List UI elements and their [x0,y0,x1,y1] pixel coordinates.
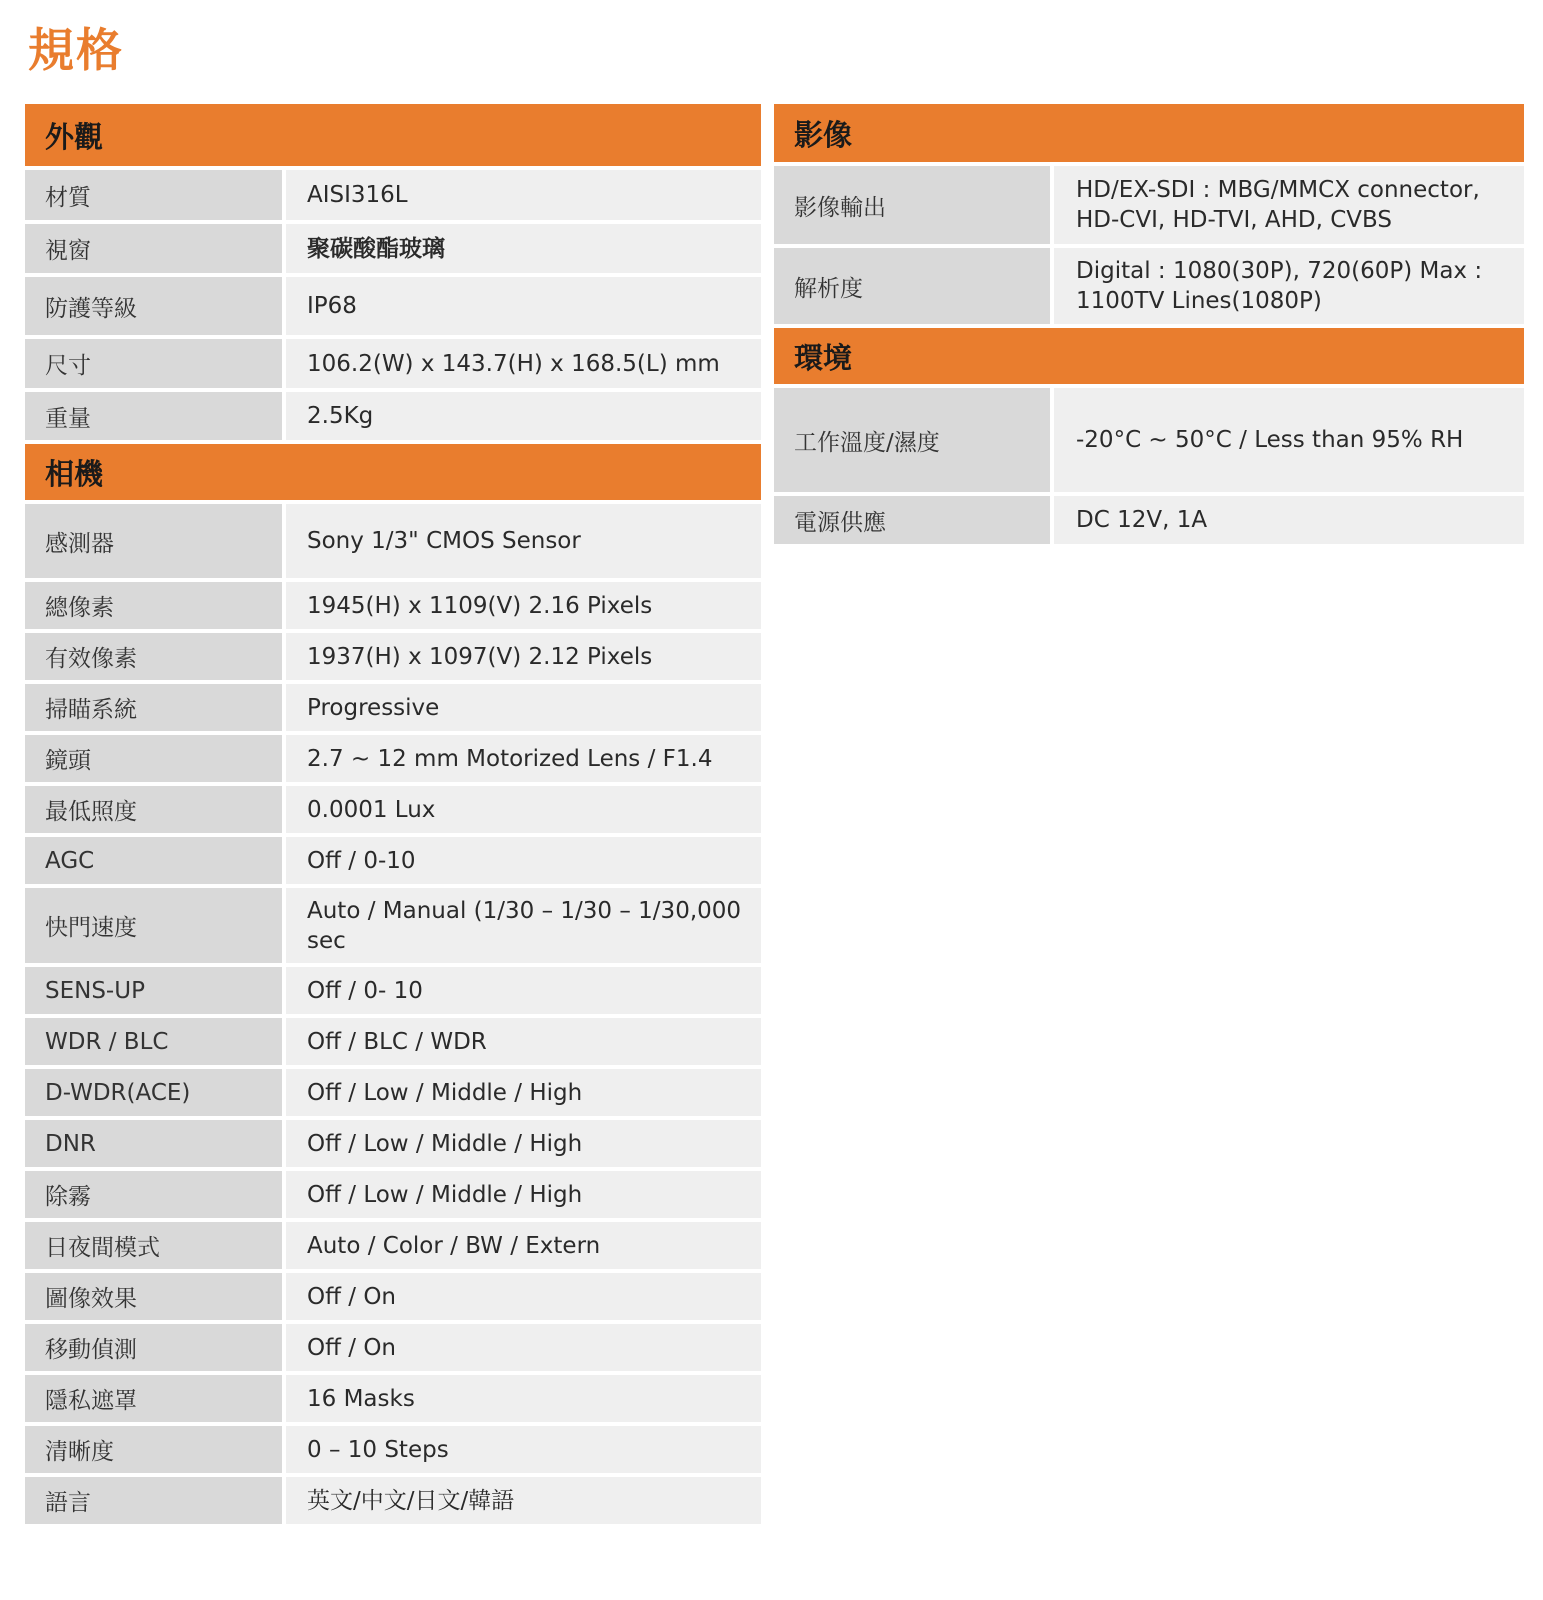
spec-value: 1945(H) x 1109(V) 2.16 Pixels [286,582,761,629]
spec-label: 語言 [25,1477,282,1524]
spec-value: DC 12V, 1A [1054,496,1524,544]
spec-value: Off / Low / Middle / High [286,1171,761,1218]
spec-value: HD/EX-SDI : MBG/MMCX connector, HD-CVI, HD-TVI, AHD, CVBS [1054,166,1524,244]
spec-label: 尺寸 [25,339,282,388]
spec-label: 材質 [25,170,282,220]
spec-row [25,1222,761,1269]
spec-value: 聚碳酸酯玻璃 [286,224,761,273]
spec-value: Auto / Manual (1/30 – 1/30 – 1/30,000 sec [286,888,761,963]
spec-value: Off / Low / Middle / High [286,1120,761,1167]
spec-value: Sony 1/3" CMOS Sensor [286,504,761,578]
spec-row [25,1426,761,1473]
spec-row [25,582,761,629]
spec-label: 清晰度 [25,1426,282,1473]
spec-row [25,224,761,273]
spec-label: D-WDR(ACE) [25,1069,282,1116]
spec-row [25,1018,761,1065]
spec-value: Off / 0- 10 [286,967,761,1014]
spec-label: 感測器 [25,504,282,578]
spec-value: IP68 [286,277,761,335]
spec-label: 重量 [25,392,282,440]
spec-label: 移動偵測 [25,1324,282,1371]
spec-value: AISI316L [286,170,761,220]
spec-row [25,1069,761,1116]
spec-value: Off / 0-10 [286,837,761,884]
spec-label: 掃瞄系統 [25,684,282,731]
spec-row [25,1120,761,1167]
spec-row [774,166,1524,244]
spec-row [25,504,761,578]
spec-label: 總像素 [25,582,282,629]
spec-row [25,888,761,963]
spec-label: 有效像素 [25,633,282,680]
spec-row [25,1273,761,1320]
spec-label: 電源供應 [774,496,1050,544]
section-heading-image: 影像 [774,104,1524,162]
spec-value: 106.2(W) x 143.7(H) x 168.5(L) mm [286,339,761,388]
spec-label: DNR [25,1120,282,1167]
spec-value: 2.7 ~ 12 mm Motorized Lens / F1.4 [286,735,761,782]
spec-label: 快門速度 [25,888,282,963]
spec-label: 圖像效果 [25,1273,282,1320]
spec-label: 防護等級 [25,277,282,335]
spec-value: -20°C ~ 50°C / Less than 95% RH [1054,388,1524,492]
spec-value: Off / BLC / WDR [286,1018,761,1065]
spec-value: 2.5Kg [286,392,761,440]
spec-row [25,837,761,884]
spec-label: 除霧 [25,1171,282,1218]
spec-row [25,339,761,388]
spec-label: 視窗 [25,224,282,273]
spec-row [25,1375,761,1422]
spec-value: 英文/中文/日文/韓語 [286,1477,761,1524]
left-column [25,104,761,1524]
spec-row [25,1171,761,1218]
spec-row [25,633,761,680]
spec-row [25,1324,761,1371]
spec-row [25,786,761,833]
spec-label: 日夜間模式 [25,1222,282,1269]
spec-value: Off / On [286,1324,761,1371]
spec-label: 解析度 [774,248,1050,324]
spec-value: 1937(H) x 1097(V) 2.12 Pixels [286,633,761,680]
spec-value: 0.0001 Lux [286,786,761,833]
spec-value: Off / Low / Middle / High [286,1069,761,1116]
section-heading-environment: 環境 [774,328,1524,384]
page-title: 規格 [28,23,124,77]
spec-row [25,277,761,335]
spec-value: 0 – 10 Steps [286,1426,761,1473]
spec-label: 隱私遮罩 [25,1375,282,1422]
spec-row [25,735,761,782]
spec-row [25,967,761,1014]
spec-label: 工作溫度/濕度 [774,388,1050,492]
spec-row [774,496,1524,544]
right-column [774,104,1524,544]
spec-row [774,248,1524,324]
spec-value: Digital : 1080(30P), 720(60P) Max : 1100TV Lines(1080P) [1054,248,1524,324]
spec-value: Off / On [286,1273,761,1320]
section-heading-camera: 相機 [25,444,761,500]
spec-label: 影像輸出 [774,166,1050,244]
spec-label: AGC [25,837,282,884]
spec-row [25,684,761,731]
spec-row [774,388,1524,492]
spec-label: 最低照度 [25,786,282,833]
spec-row [25,1477,761,1524]
spec-label: WDR / BLC [25,1018,282,1065]
spec-value: 16 Masks [286,1375,761,1422]
spec-row [25,170,761,220]
spec-label: 鏡頭 [25,735,282,782]
spec-row [25,392,761,440]
spec-value: Progressive [286,684,761,731]
section-heading-appearance: 外觀 [25,104,761,166]
spec-label: SENS-UP [25,967,282,1014]
spec-value: Auto / Color / BW / Extern [286,1222,761,1269]
